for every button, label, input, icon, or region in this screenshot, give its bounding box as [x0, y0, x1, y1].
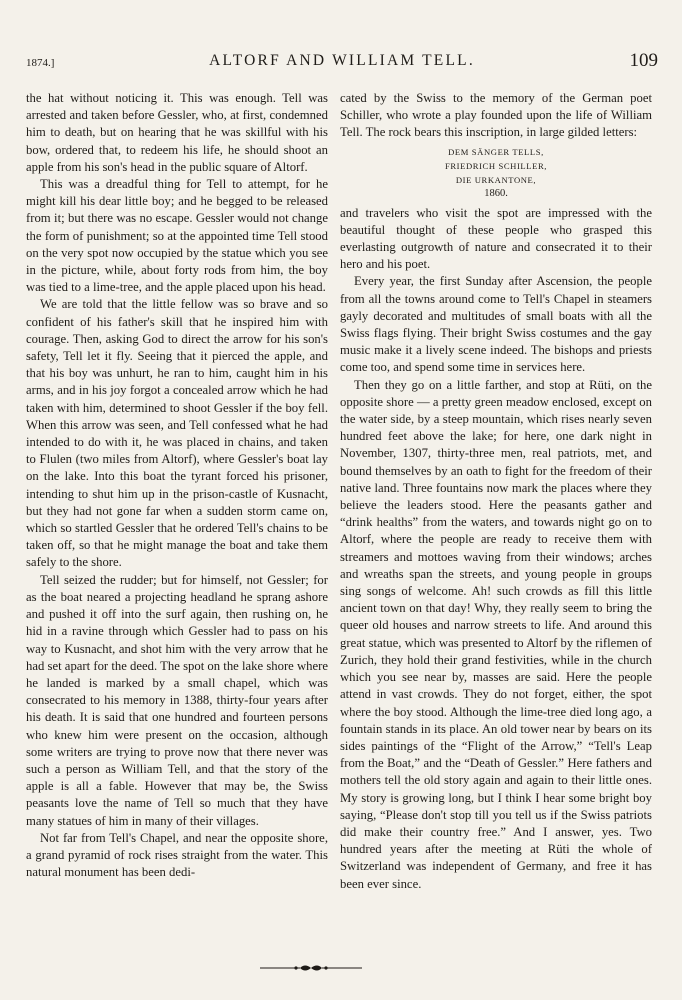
inscription-line: DIE URKANTONE,: [455, 174, 537, 185]
paragraph: We are told that the little fellow was so brave and so confident of his father's skill that he inspired him with courage. Then, asking God to direct the arrow for his son's safety, Tell let it fly. Seeing that it pierced the apple, and that his boy was unhurt, he ran to him, caught him in his arms, and in his joy forgot a concealed arrow which he had taken with him, determined to shoot Gessler if the boy fell. When this arrow was seen, and Tell confessed what he had intended to do with it, he was placed in chains, and taken to Flulen (two miles from Altorf), where Gessler's boat lay on the lake. Into this boat the tyrant forced his prisoner, intending to shut him up in the prison-castle of Kusnacht, but they had not gone far when a sudden storm came on, which so startled Gessler that he ordered Tell's chains to be taken off, so that he might manage the boat and take them safely to the shore.: [26, 297, 328, 570]
running-title: ALTORF AND WILLIAM TELL.: [209, 52, 475, 69]
schiller-inscription: [340, 145, 652, 201]
paragraph: cated by the Swiss to the memory of the German poet Schiller, who wrote a play founded upon the life of William Tell. The rock bears this inscription, in large gilded letters:: [340, 91, 652, 140]
paragraph: Tell seized the rudder; but for himself, not Gessler; for as the boat neared a projecting headland he sprang ashore and pushed it off into the surf again, then rushing on, he hid in a ravine through which Gessler had to pass on his way to Kusnacht, and shot him with the very arrow that he had set apart for the deed. The spot on the lake shore where he landed is marked by a small chapel, which was consecrated to his memory in 1388, thirty-four years after his death. It is said that one hundred and fourteen persons who knew him were present on the occasion, although some writers are trying to prove now that there never was such a person as William Tell, and that the story of the apple is all a fable. However that may be, the Swiss peasants love the name of Tell so much that they have many statues of him in many of their villages.: [26, 572, 328, 828]
paragraph: Every year, the first Sunday after Ascension, the people from all the towns around come to Tell's Chapel in steamers gayly decorated and multitudes of small boats with all the Swiss flags flying. Their bright Swiss costumes and the gay music make it a lively scene indeed. The bishops and priests come too, and spend some time in services here.: [340, 274, 652, 375]
paragraph: the hat without noticing it. This was enough. Tell was arrested and taken before Gessler, who, at first, condemned him to death, but on hearing that he was skillful with his bow, ordered that, to redeem his life, he should shoot an apple from his son's head in the public square of Altorf.: [26, 91, 328, 174]
inscription-line: DEM SÄNGER TELLS,: [448, 146, 544, 157]
paragraph: and travelers who visit the spot are impressed with the beautiful thought of these people who grasped this everlasting outgrowth of nature and consecrated it to their hero and his poet.: [340, 205, 652, 272]
inscription-year: 1860.: [484, 187, 508, 199]
paragraph: This was a dreadful thing for Tell to attempt, for he might kill his dear little boy; and he begged to be released from it; but there was no escape. Gessler would not change the form of punishment; so at the appointed time Tell stood on the very spot now occupied by the statue which you see in the picture, while, about forty rods from him, the boy was tied to a lime-tree, and the apple placed upon his head.: [26, 177, 328, 295]
page-number: 109: [629, 50, 658, 71]
paragraph: Not far from Tell's Chapel, and near the opposite shore, a grand pyramid of rock rises straight from the water. This natural monument has been dedi-: [26, 830, 328, 880]
issue-date: 1874.]: [26, 57, 55, 69]
running-head: [26, 49, 658, 77]
inscription-line: FRIEDRICH SCHILLER,: [444, 160, 548, 171]
ornamental-rule-icon: [258, 962, 364, 974]
left-column: [26, 90, 328, 881]
right-column: [340, 90, 652, 893]
paragraph: Then they go on a little farther, and stop at Rüti, on the opposite shore — a pretty green meadow enclosed, except on the water side, by a steep mountain, which rises nearly seven hundred feet above the lake; for here, one dark night in November, 1307, thirty-three men, real patriots, met, and bound themselves by an oath to fight for the freedom of their native land. Three fountains now mark the places where they believe the leaders stood. Here the peasants gather and “drink healths” from the waters, and towards night go on to Altorf, where the people are ready to receive them with streamers and mottoes waving from their windows; arches and wreaths span the streets, and young people in groups sing songs of welcome. Ah! such crowds as fill this little ancient town on that day! Why, they really seem to bring the queer old houses and narrow streets to life. And around this great statue, which was presented to Altorf by the riflemen of Zurich, they hold their grand festivities, while in the church which you see near by, masses are said. Here the people attend in vast crowds. They do not forget, either, the spot where the boy stood. Although the lime-tree died long ago, a fountain stands in its place. An old tower near by bears on its sides paintings of the “Flight of the Arrow,” “Tell's Leap from the Boat,” and the “Death of Gessler.” Here fathers and mothers tell the old story again and again to their little ones. My story is growing long, but I think I hear some bright boy saying, “Please don't stop till you tell us if the Swiss patriots did make their country free.” And I answer, yes. Two hundred years after the meeting at Rüti the whole of Switzerland was independent of Germany, and free it has been ever since.: [340, 377, 652, 891]
